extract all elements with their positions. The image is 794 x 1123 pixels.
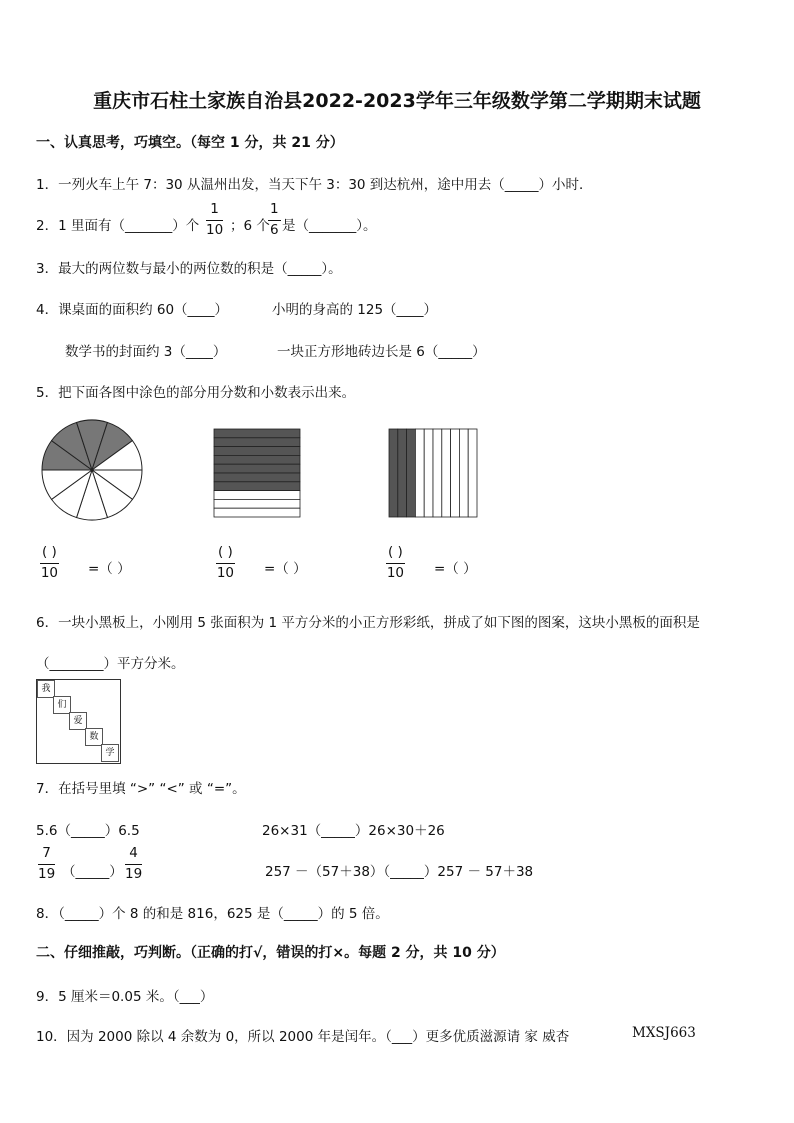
fraction-numerator: ( )	[216, 546, 235, 564]
question-7-b: 26×31（_____）26×30＋26	[262, 823, 445, 839]
answer-decimal-1: =（ ）	[88, 561, 131, 577]
blank-stripe	[214, 508, 300, 517]
fraction-numerator: ( )	[40, 546, 59, 564]
paper-square: 们	[53, 696, 71, 714]
question-6-line1: 6．一块小黑板上，小刚用 5 张面积为 1 平方分米的小正方形彩纸，拼成了如下图的图案，这块小黑板的面积是	[36, 615, 700, 631]
question-2-part1: 2．1 里面有（_______）个	[36, 218, 200, 234]
stripes-fraction-figure	[213, 428, 301, 518]
section-2-heading: 二、仔细推敲，巧判断。（正确的打√，错误的打×。每题 2 分，共 10 分）	[36, 945, 505, 961]
question-4-c: 数学书的封面约 3（____）	[65, 344, 227, 360]
shaded-stripe	[214, 438, 300, 447]
circle-fraction-figure	[40, 418, 144, 522]
question-4-d: 一块正方形地砖边长是 6（_____）	[277, 344, 486, 360]
paper-square: 我	[37, 680, 55, 698]
fraction-numerator: 1	[268, 203, 281, 221]
shaded-stripe	[214, 429, 300, 438]
fraction-denominator: 10	[40, 564, 58, 581]
shaded-column	[398, 429, 407, 517]
question-2-part3: 是（_______）。	[282, 218, 377, 234]
question-1: 1．一列火车上午 7：30 从温州出发，当天下午 3：30 到达杭州，途中用去（_____）小时．	[36, 177, 593, 193]
blank-column	[468, 429, 477, 517]
fraction-denominator: 10	[206, 221, 224, 238]
question-7: 7．在括号里填 “>” “<” 或 “=”。	[36, 781, 246, 797]
shaded-stripe	[214, 473, 300, 482]
fraction-denominator: 6	[270, 221, 279, 238]
question-7-a: 5.6（_____）6.5	[36, 823, 140, 839]
blank-column	[433, 429, 442, 517]
fraction-denominator: 10	[386, 564, 404, 581]
question-6-line2: （________）平方分米。	[36, 656, 185, 672]
blank-column	[424, 429, 433, 517]
question-2-fraction-1	[206, 203, 223, 237]
question-4-a: 4．课桌面的面积约 60（____）	[36, 302, 229, 318]
question-7-d: 257 －（57＋38）（_____）257 － 57＋38	[265, 864, 534, 880]
question-8: 8．（_____）个 8 的和是 816，625 是（_____）的 5 倍。	[36, 906, 389, 922]
answer-fraction-3	[386, 546, 405, 580]
fraction-denominator: 10	[216, 564, 234, 581]
shaded-stripe	[214, 482, 300, 491]
answer-decimal-2: =（ ）	[264, 561, 307, 577]
fraction-numerator: 7	[38, 847, 55, 865]
paper-square: 学	[101, 744, 119, 762]
columns-fraction-figure	[387, 428, 479, 518]
question-7-c-blank: （_____）	[62, 864, 123, 880]
question-2-part2: ；6 个	[230, 218, 270, 234]
shaded-column	[389, 429, 398, 517]
question-7-fraction-left	[38, 847, 55, 881]
fraction-denominator: 19	[125, 865, 143, 882]
blank-column	[442, 429, 451, 517]
question-5: 5．把下面各图中涂色的部分用分数和小数表示出来。	[36, 385, 356, 401]
section-1-heading: 一、认真思考，巧填空。（每空 1 分，共 21 分）	[36, 135, 344, 151]
blank-stripe	[214, 491, 300, 500]
question-3: 3．最大的两位数与最小的两位数的积是（_____）。	[36, 261, 342, 277]
blank-column	[459, 429, 468, 517]
page-title: 重庆市石柱土家族自治县2022-2023学年三年级数学第二学期期末试题	[93, 90, 701, 112]
blank-column	[451, 429, 460, 517]
shaded-stripe	[214, 447, 300, 456]
fraction-denominator: 19	[38, 865, 56, 882]
question-4-b: 小明的身高的 125（____）	[272, 302, 438, 318]
blank-column	[415, 429, 424, 517]
watermark-code: MXSJ663	[632, 1025, 696, 1041]
blank-stripe	[214, 499, 300, 508]
answer-fraction-1	[40, 546, 59, 580]
question-7-fraction-right	[125, 847, 142, 881]
fraction-numerator: 4	[125, 847, 142, 865]
question-10: 10．因为 2000 除以 4 余数为 0，所以 2000 年是闰年。（___）更多优质滋源请 家 威杏	[36, 1029, 570, 1045]
question-9: 9．5 厘米＝0.05 米。（___）	[36, 989, 214, 1005]
shaded-column	[407, 429, 416, 517]
answer-fraction-2	[216, 546, 235, 580]
shaded-stripe	[214, 455, 300, 464]
shaded-stripe	[214, 464, 300, 473]
fraction-numerator: 1	[206, 203, 223, 221]
fraction-numerator: ( )	[386, 546, 405, 564]
paper-square: 数	[85, 728, 103, 746]
answer-decimal-3: =（ ）	[434, 561, 477, 577]
question-2-fraction-2	[268, 203, 281, 237]
blackboard-figure	[36, 679, 121, 764]
paper-square: 爱	[69, 712, 87, 730]
